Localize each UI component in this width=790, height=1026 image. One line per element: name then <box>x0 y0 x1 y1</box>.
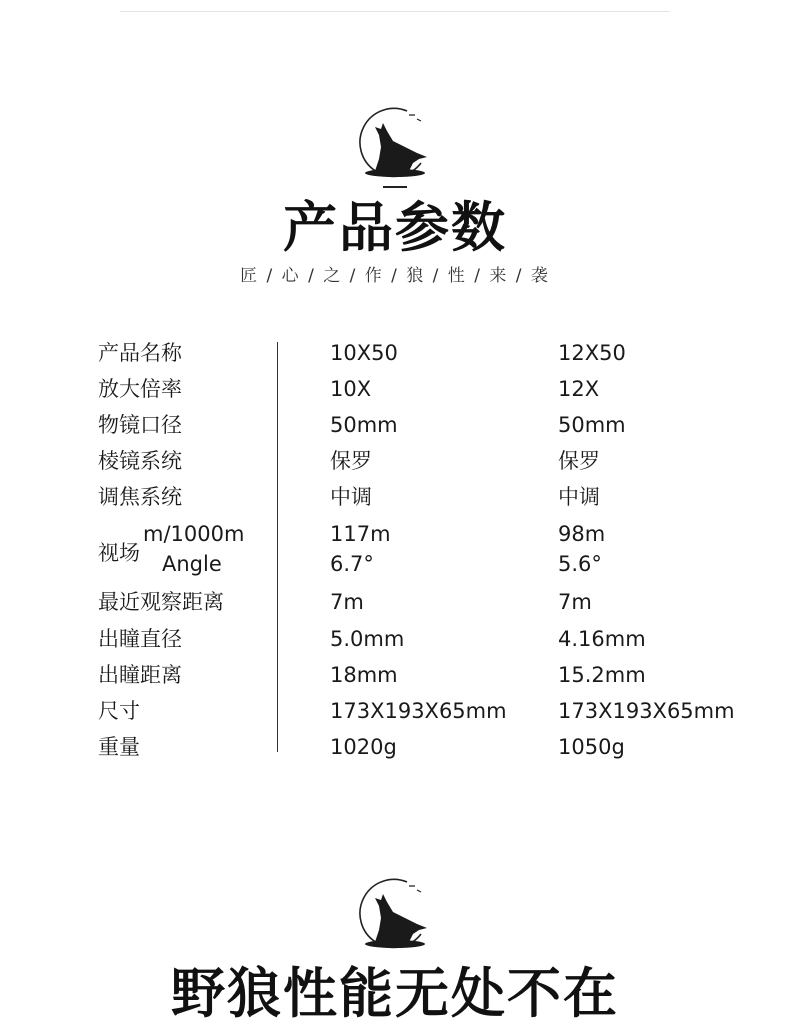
spec-value-12x50: 15.2mm <box>558 663 646 687</box>
spec-value-12x50: 12X <box>558 377 600 401</box>
spec-label: 最近观察距离 <box>98 590 224 614</box>
spec-value-10x50: 5.0mm <box>330 627 405 651</box>
spec-value-10x50: 10X50 <box>330 341 398 365</box>
spec-value-10x50: 7m <box>330 590 364 614</box>
spec-value-12x50: 1050g <box>558 735 625 759</box>
spec-value-10x50: 1020g <box>330 735 397 759</box>
spec-label: 放大倍率 <box>98 377 182 401</box>
spec-value-12x50: 保罗 <box>558 449 600 473</box>
fov-sub-label-distance: m/1000m <box>143 522 245 546</box>
spec-value-10x50: 18mm <box>330 663 398 687</box>
spec-label: 尺寸 <box>98 699 140 723</box>
spec-value-12x50: 50mm <box>558 413 626 437</box>
howling-wolf-logo-icon <box>355 876 435 956</box>
fov-value-12x50-angle: 5.6° <box>558 552 602 576</box>
spec-value-10x50: 173X193X65mm <box>330 699 507 723</box>
spec-value-12x50: 7m <box>558 590 592 614</box>
spec-value-12x50: 12X50 <box>558 341 626 365</box>
spec-label-fov: 视场 <box>98 541 140 565</box>
spec-value-10x50: 中调 <box>330 485 372 509</box>
fov-value-10x50-distance: 117m <box>330 522 391 546</box>
slogan: 匠 / 心 / 之 / 作 / 狼 / 性 / 来 / 袭 <box>240 266 550 286</box>
spec-label: 产品名称 <box>98 341 182 365</box>
next-section-title: 野狼性能无处不在 <box>171 962 619 1025</box>
fov-value-10x50-angle: 6.7° <box>330 552 374 576</box>
spec-label: 重量 <box>98 735 140 759</box>
spec-value-12x50: 中调 <box>558 485 600 509</box>
spec-value-12x50: 173X193X65mm <box>558 699 735 723</box>
fov-value-12x50-distance: 98m <box>558 522 606 546</box>
column-divider <box>277 342 278 752</box>
page-title: 产品参数 <box>283 196 507 259</box>
spec-label: 调焦系统 <box>98 485 182 509</box>
spec-value-10x50: 50mm <box>330 413 398 437</box>
spec-label: 物镜口径 <box>98 413 182 437</box>
spec-label: 棱镜系统 <box>98 449 182 473</box>
spec-value-12x50: 4.16mm <box>558 627 646 651</box>
spec-label: 出瞳距离 <box>98 663 182 687</box>
fov-sub-label-angle: Angle <box>162 552 222 576</box>
spec-label: 出瞳直径 <box>98 627 182 651</box>
spec-value-10x50: 10X <box>330 377 372 401</box>
spec-value-10x50: 保罗 <box>330 449 372 473</box>
